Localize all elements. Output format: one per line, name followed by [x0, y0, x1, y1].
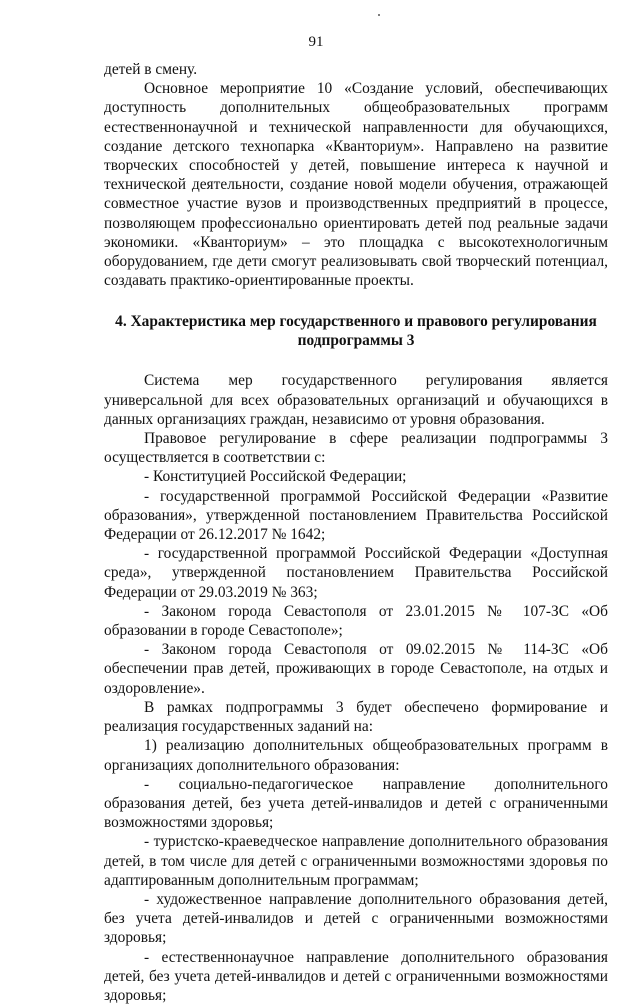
paragraph-event-10: Основное мероприятие 10 «Создание условий, обеспечивающих доступность дополнительных общеобразовательных программ естественнонаучной и технической направленности для обучающихся, создание детского технопарка «Кванториум». Направлено на развитие творческих способностей у детей, повышение интереса к научной и технической деятельности, создание новой модели обучения, отражающей совместное участие вузов и производственных предприятий в процессе, позволяющем профессионально ориентировать детей под реальные задачи экономики. «Кванториум» – это площадка с высокотехнологичным оборудованием, где дети смогут реализовывать свой творческий потенциал, создавать практико-ориентированные проекты.: [104, 80, 608, 290]
list-item-programs: 1) реализацию дополнительных общеобразовательных программ в организациях дополнительного образования:: [104, 737, 608, 774]
list-item-social-pedagogical: - социально-педагогическое направление дополнительного образования детей, без учета детей-инвалидов и детей с ограниченными возможностями здоровья;: [104, 775, 608, 832]
paragraph-continuation: детей в смену.: [104, 61, 198, 78]
list-item-law-114: - Законом города Севастополя от 09.02.2015 № 114-ЗС «Об обеспечении прав детей, проживающих в городе Севастополе, на отдых и оздоровление».: [104, 641, 608, 697]
list-item-law-107: - Законом города Севастополя от 23.01.2015 № 107-ЗС «Об образовании в городе Севастополе»;: [104, 602, 608, 640]
paragraph-regulation-system: Система мер государственного регулирования является универсальной для всех образовательных организаций и обучающихся в данных организациях граждан, независимо от уровня образования.: [104, 372, 608, 428]
scan-speck: [378, 14, 380, 16]
list-item-accessible-environment: - государственной программой Российской Федерации «Доступная среда», утвержденной постановлением Правительства Российской Федерации от 29.03.2019 № 363;: [104, 545, 608, 601]
list-item-artistic: - художественное направление дополнительного образования детей, без учета детей-инвалидов и детей с ограниченными возможностями здоровья;: [104, 890, 608, 947]
page-content: [104, 60, 608, 1005]
list-item-tourist-local-history: - туристско-краеведческое направление дополнительного образования детей, в том числе для детей с ограниченными возможностями здоровья по адаптированным дополнительным программам;: [104, 833, 608, 889]
page-number: 91: [308, 34, 324, 50]
list-item-constitution: - Конституцией Российской Федерации;: [144, 468, 407, 486]
list-item-natural-science: - естественнонаучное направление дополнительного образования детей, без учета детей-инвалидов и детей с ограниченными возможностями здоровья;: [104, 948, 608, 1004]
paragraph-legal-regulation: Правовое регулирование в сфере реализации подпрограммы 3 осуществляется в соответствии с:: [104, 430, 608, 467]
list-item-education-program: - государственной программой Российской Федерации «Развитие образования», утвержденной постановлением Правительства Российской Федерации от 26.12.2017 № 1642;: [104, 487, 608, 544]
paragraph-state-tasks: В рамках подпрограммы 3 будет обеспечено формирование и реализация государственных заданий на:: [104, 698, 608, 736]
section-heading: 4. Характеристика мер государственного и правового регулирования подпрограммы 3: [115, 313, 597, 350]
